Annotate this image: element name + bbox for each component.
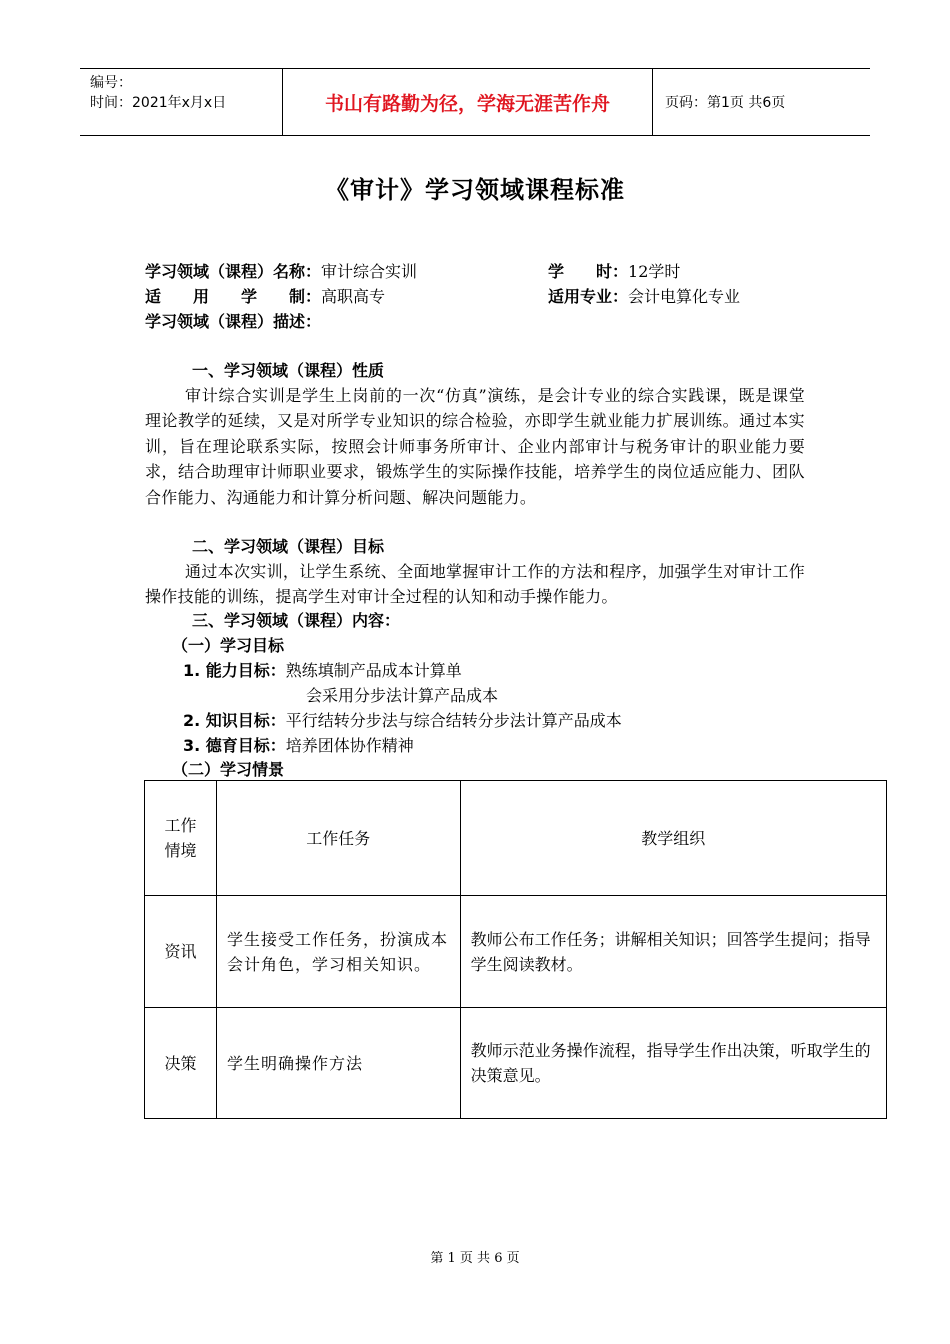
ability-item-1: 熟练填制产品成本计算单: [285, 661, 462, 680]
knowledge-item-1: 平行结转分步法与综合结转分步法计算产品成本: [285, 711, 622, 730]
section1-heading: 一、学习领域（课程）性质: [192, 361, 385, 380]
ability-label: 1. 能力目标：: [183, 661, 286, 680]
name-value: 审计综合实训: [321, 262, 418, 281]
knowledge-row: [183, 708, 622, 733]
header-info-cell: [80, 69, 283, 135]
table-header-row: [145, 781, 887, 896]
table-row: [145, 1008, 887, 1119]
header-org: 教学组织: [460, 781, 886, 896]
document-header: [80, 68, 870, 136]
section3-sub2: （二）学习情景: [172, 760, 285, 779]
meta-system-row: [145, 284, 385, 309]
moral-row: [183, 733, 414, 758]
desc-label: 学习领域（课程）描述：: [145, 312, 322, 331]
ability-item-2: 会采用分步法计算产品成本: [306, 686, 499, 705]
system-label: 适 用 学 制：: [145, 287, 322, 306]
section2-heading: 二、学习领域（课程）目标: [192, 537, 385, 556]
header-page-info: 页码：第1页 共6页: [665, 95, 786, 111]
doc-title: 《审计》学习领域课程标准: [325, 176, 625, 204]
header-task: 工作任务: [216, 781, 460, 896]
moral-label: 3. 德育目标：: [183, 736, 286, 755]
row-task: 学生明确操作方法: [216, 1008, 460, 1119]
meta-major-row: [548, 284, 740, 309]
section1-body: 审计综合实训是学生上岗前的一次“仿真”演练，是会计专业的综合实践课，既是课堂理论教学的延续，又是对所学专业知识的综合检验，亦即学生就业能力扩展训练。通过本实训，旨在理论联系实际，按照会计师事务所审计、企业内部审计与税务审计的职业能力要求，结合助理审计师职业要求，锻炼学生的实际操作技能，培养学生的岗位适应能力、团队合作能力、沟通能力和计算分析问题、解决问题能力。: [145, 386, 805, 507]
number-label: 编号：: [90, 75, 132, 91]
name-label: 学习领域（课程）名称：: [145, 262, 322, 281]
row-task: 学生接受工作任务，扮演成本会计角色，学习相关知识。: [216, 896, 460, 1008]
meta-hours-row: [548, 259, 680, 284]
moral-item-1: 培养团体协作精神: [285, 736, 414, 755]
section2-body: 通过本次实训，让学生系统、全面地掌握审计工作的方法和程序，加强学生对审计工作操作技能的训练，提高学生对审计全过程的认知和动手操作能力。: [145, 562, 805, 607]
page-footer: 第 1 页 共 6 页: [430, 1251, 520, 1266]
header-context: 工作情境: [145, 781, 217, 896]
hours-value: 12学时: [628, 262, 681, 281]
meta-name-row: [145, 259, 417, 284]
learning-situation-table: [144, 780, 887, 1119]
major-value: 会计电算化专业: [628, 287, 741, 306]
row-org: 教师公布工作任务；讲解相关知识；回答学生提问；指导学生阅读教材。: [460, 896, 886, 1008]
section3-sub1: （一）学习目标: [172, 636, 285, 655]
system-value: 高职高专: [321, 287, 386, 306]
major-label: 适用专业：: [548, 287, 629, 306]
row-org: 教师示范业务操作流程，指导学生作出决策，听取学生的决策意见。: [460, 1008, 886, 1119]
row-context: 资讯: [145, 896, 217, 1008]
section3-heading: 三、学习领域（课程）内容：: [192, 611, 401, 630]
ability-row: [183, 658, 462, 683]
date-text: 时间：2021年x月x日: [90, 95, 227, 111]
knowledge-label: 2. 知识目标：: [183, 711, 286, 730]
hours-label: 学 时：: [548, 262, 629, 281]
table-row: [145, 896, 887, 1008]
header-motto: 书山有路勤为径，学海无涯苦作舟: [283, 69, 653, 135]
row-context: 决策: [145, 1008, 217, 1119]
